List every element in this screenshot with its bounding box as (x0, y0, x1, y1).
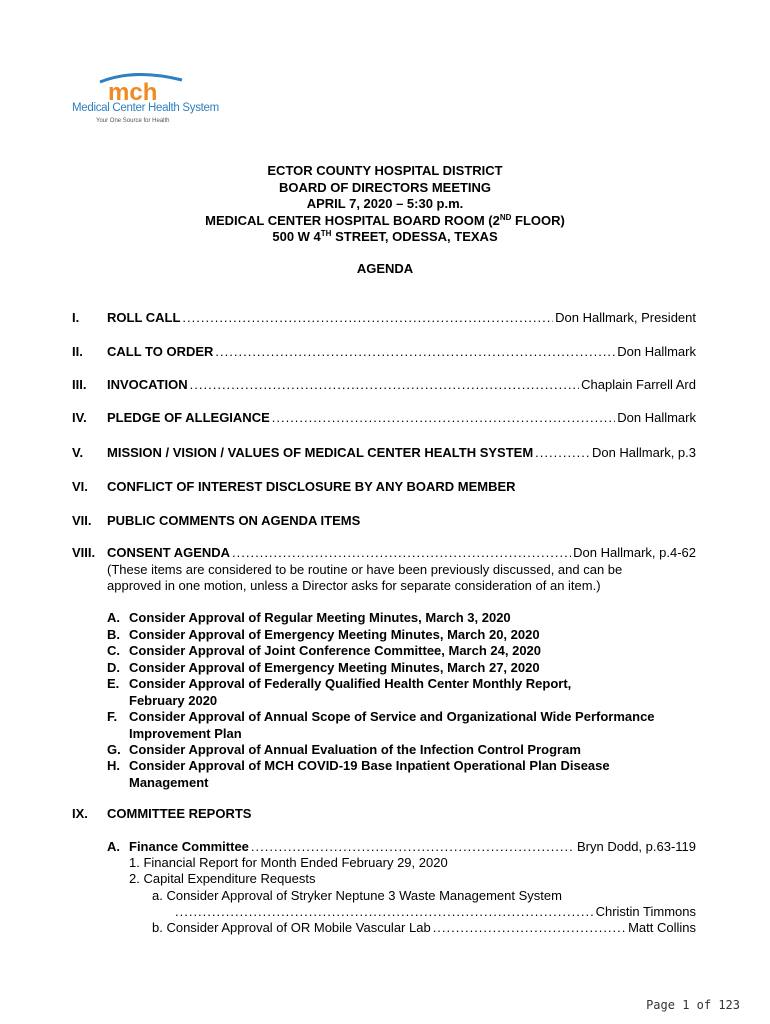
item-number: IX. (72, 806, 88, 821)
mch-logo (72, 72, 219, 128)
item-presenter: Don Hallmark (617, 344, 696, 359)
logo-mark-text: mch (108, 79, 158, 104)
finance-title: Finance Committee (129, 839, 249, 854)
item-title: CALL TO ORDER (107, 344, 214, 359)
item-title: COMMITTEE REPORTS (107, 806, 252, 821)
item-title: PUBLIC COMMENTS ON AGENDA ITEMS (107, 513, 361, 528)
item-title: CONSENT AGENDA (107, 545, 231, 560)
item-number: VI. (72, 479, 88, 494)
item-title: MISSION / VISION / VALUES OF MEDICAL CENTER HEALTH SYSTEM (107, 445, 534, 460)
finance-report-line: 1. Financial Report for Month Ended February 29, 2020 (129, 855, 448, 870)
or-vascular-request (152, 920, 696, 937)
item-presenter: Chaplain Farrell Ard (581, 377, 696, 392)
finance-key: A. (107, 839, 120, 854)
header-meeting: BOARD OF DIRECTORS MEETING (278, 179, 492, 195)
agenda-item-consent (72, 545, 696, 597)
item-presenter: Don Hallmark (617, 410, 696, 425)
header-date: APRIL 7, 2020 – 5:30 p.m. (306, 196, 464, 211)
mch-logo-mark (72, 72, 214, 104)
or-vascular-text: b. Consider Approval of OR Mobile Vascular Lab (152, 920, 431, 935)
item-title: CONFLICT OF INTEREST DISCLOSURE BY ANY BOARD MEMBER (107, 479, 516, 494)
agenda-label: AGENDA (356, 261, 414, 276)
item-presenter: Don Hallmark, p.4-62 (573, 545, 696, 560)
item-number: III. (72, 377, 87, 392)
header-district: ECTOR COUNTY HOSPITAL DISTRICT (267, 163, 503, 178)
item-number: VII. (72, 513, 92, 528)
stryker-presenter-line (175, 904, 696, 921)
header-room: MEDICAL CENTER HOSPITAL BOARD ROOM (2ND FLOOR) (205, 212, 565, 228)
item-title: PLEDGE OF ALLEGIANCE (107, 410, 270, 425)
finance-presenter: Bryn Dodd, p.63-119 (577, 839, 696, 854)
or-vascular-presenter: Matt Collins (628, 920, 696, 935)
meeting-header (0, 163, 770, 246)
logo-tagline: Your One Source for Health (96, 118, 170, 124)
page-number: Page 1 of 123 (646, 998, 740, 1012)
stryker-presenter: Christin Timmons (595, 904, 696, 919)
finance-committee (107, 839, 696, 856)
item-presenter: Don Hallmark, President (555, 310, 696, 325)
item-presenter: Don Hallmark, p.3 (591, 445, 696, 460)
header-address: 500 W 4TH STREET, ODESSA, TEXAS (272, 229, 498, 244)
consent-note-line1: (These items are considered to be routine or have been previously discussed, and can be (107, 561, 623, 577)
stryker-request: a. Consider Approval of Stryker Neptune 3 Waste Management System (152, 888, 562, 903)
item-number: IV. (72, 410, 87, 425)
item-number: V. (72, 445, 84, 460)
item-number: II. (72, 344, 83, 359)
consent-note-line2: approved in one motion, unless a Director asks for separate consideration of an item.) (107, 578, 601, 593)
item-number: I. (72, 310, 80, 325)
logo-name: Medical Center Health System (72, 102, 219, 114)
item-title: ROLL CALL (107, 310, 181, 325)
item-number: VIII. (72, 545, 96, 560)
item-title: INVOCATION (107, 377, 188, 392)
capital-requests-line: 2. Capital Expenditure Requests (129, 871, 316, 886)
